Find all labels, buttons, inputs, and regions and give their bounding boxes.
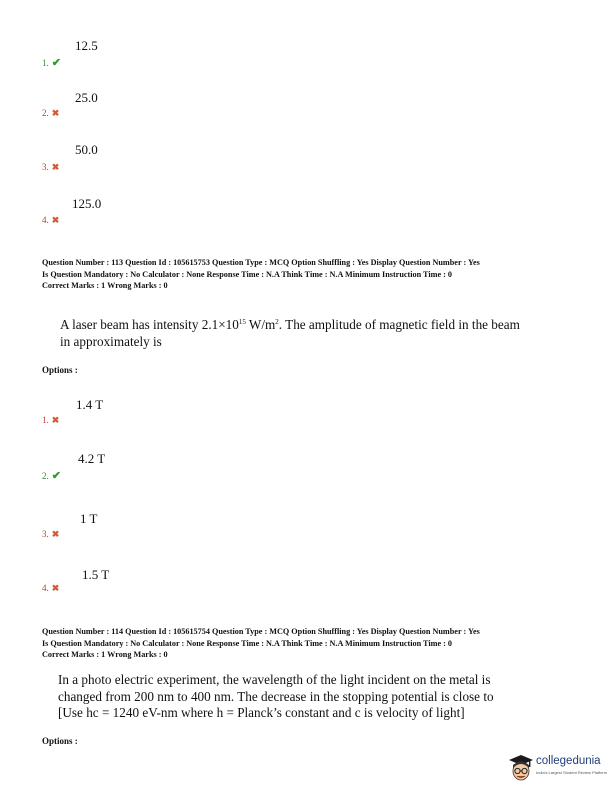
check-icon: ✔ bbox=[51, 57, 61, 69]
q113-option-2-number: 2. ✔ bbox=[42, 470, 61, 482]
q114-meta-line-3: Correct Marks : 1 Wrong Marks : 0 bbox=[42, 650, 168, 659]
q113-meta bbox=[42, 257, 572, 292]
q114-meta-line-2: Is Question Mandatory : No Calculator : None Response Time : N.A Think Time : N.A Minimum Instruction Time : 0 bbox=[42, 638, 453, 648]
q112-option-4-value: 125.0 bbox=[72, 196, 102, 211]
q114-meta bbox=[42, 626, 572, 661]
q114-question-line-2: changed from 200 nm to 400 nm. The decrease in the stopping potential is close to bbox=[58, 688, 494, 704]
q113-option-2-value: 4.2 T bbox=[78, 451, 106, 466]
q112-option-1-value: 12.5 bbox=[75, 38, 98, 53]
q112-option-3-value: 50.0 bbox=[75, 142, 98, 157]
q113-question-line-1: A laser beam has intensity $2.1\times 10^{15}$ $W/m^2$. The amplitude of magnetic field in the beam bbox=[60, 317, 520, 332]
q113-option-1-number: 1. ✖ bbox=[42, 415, 60, 425]
cross-icon: ✖ bbox=[51, 583, 60, 593]
q112-option-2-number: 2. ✖ bbox=[42, 108, 60, 118]
student-face-icon bbox=[508, 754, 534, 782]
cross-icon: ✖ bbox=[51, 415, 60, 425]
brand-name: collegedunia bbox=[536, 755, 601, 767]
q112-option-2-value: 25.0 bbox=[75, 90, 98, 105]
q113-option-4-number: 4. ✖ bbox=[42, 583, 60, 593]
q114-question-line-3: [Use hc = 1240 eV-nm where h = Planck’s constant and c is velocity of light] bbox=[58, 705, 465, 720]
q113-options-label: Options : bbox=[42, 365, 78, 375]
q113-meta-line-3: Correct Marks : 1 Wrong Marks : 0 bbox=[42, 281, 168, 290]
q113-option-4-value: 1.5 T bbox=[82, 567, 110, 582]
q114-question-text bbox=[58, 672, 558, 722]
q113-option-3-number: 3. ✖ bbox=[42, 529, 60, 539]
q113-meta-line-1: Question Number : 113 Question Id : 105615753 Question Type : MCQ Option Shuffling : Yes Display Question Number : Yes bbox=[42, 258, 480, 267]
cross-icon: ✖ bbox=[51, 529, 60, 539]
q112-option-4-number: 4. ✖ bbox=[42, 215, 60, 225]
q113-meta-line-2: Is Question Mandatory : No Calculator : None Response Time : N.A Think Time : N.A Minimum Instruction Time : 0 bbox=[42, 269, 453, 279]
check-icon: ✔ bbox=[51, 470, 61, 482]
cross-icon: ✖ bbox=[51, 215, 60, 225]
q114-question-line-1: In a photo electric experiment, the wavelength of the light incident on the metal is bbox=[58, 672, 491, 687]
collegedunia-logo bbox=[508, 754, 612, 784]
q113-option-1-value: 1.4 T bbox=[76, 397, 104, 412]
brand-tagline: India's Largest Student Review Platform bbox=[536, 770, 608, 775]
cross-icon: ✖ bbox=[51, 108, 60, 118]
q113-question-text bbox=[60, 314, 520, 350]
q112-option-1-number: 1. ✔ bbox=[42, 57, 61, 69]
q113-question-line-2: in approximately is bbox=[60, 333, 162, 349]
cross-icon: ✖ bbox=[51, 162, 60, 172]
q114-meta-line-1: Question Number : 114 Question Id : 105615754 Question Type : MCQ Option Shuffling : Yes Display Question Number : Yes bbox=[42, 627, 480, 636]
q112-option-3-number: 3. ✖ bbox=[42, 162, 60, 172]
q114-options-label: Options : bbox=[42, 736, 78, 746]
q113-option-3-value: 1 T bbox=[80, 511, 98, 526]
